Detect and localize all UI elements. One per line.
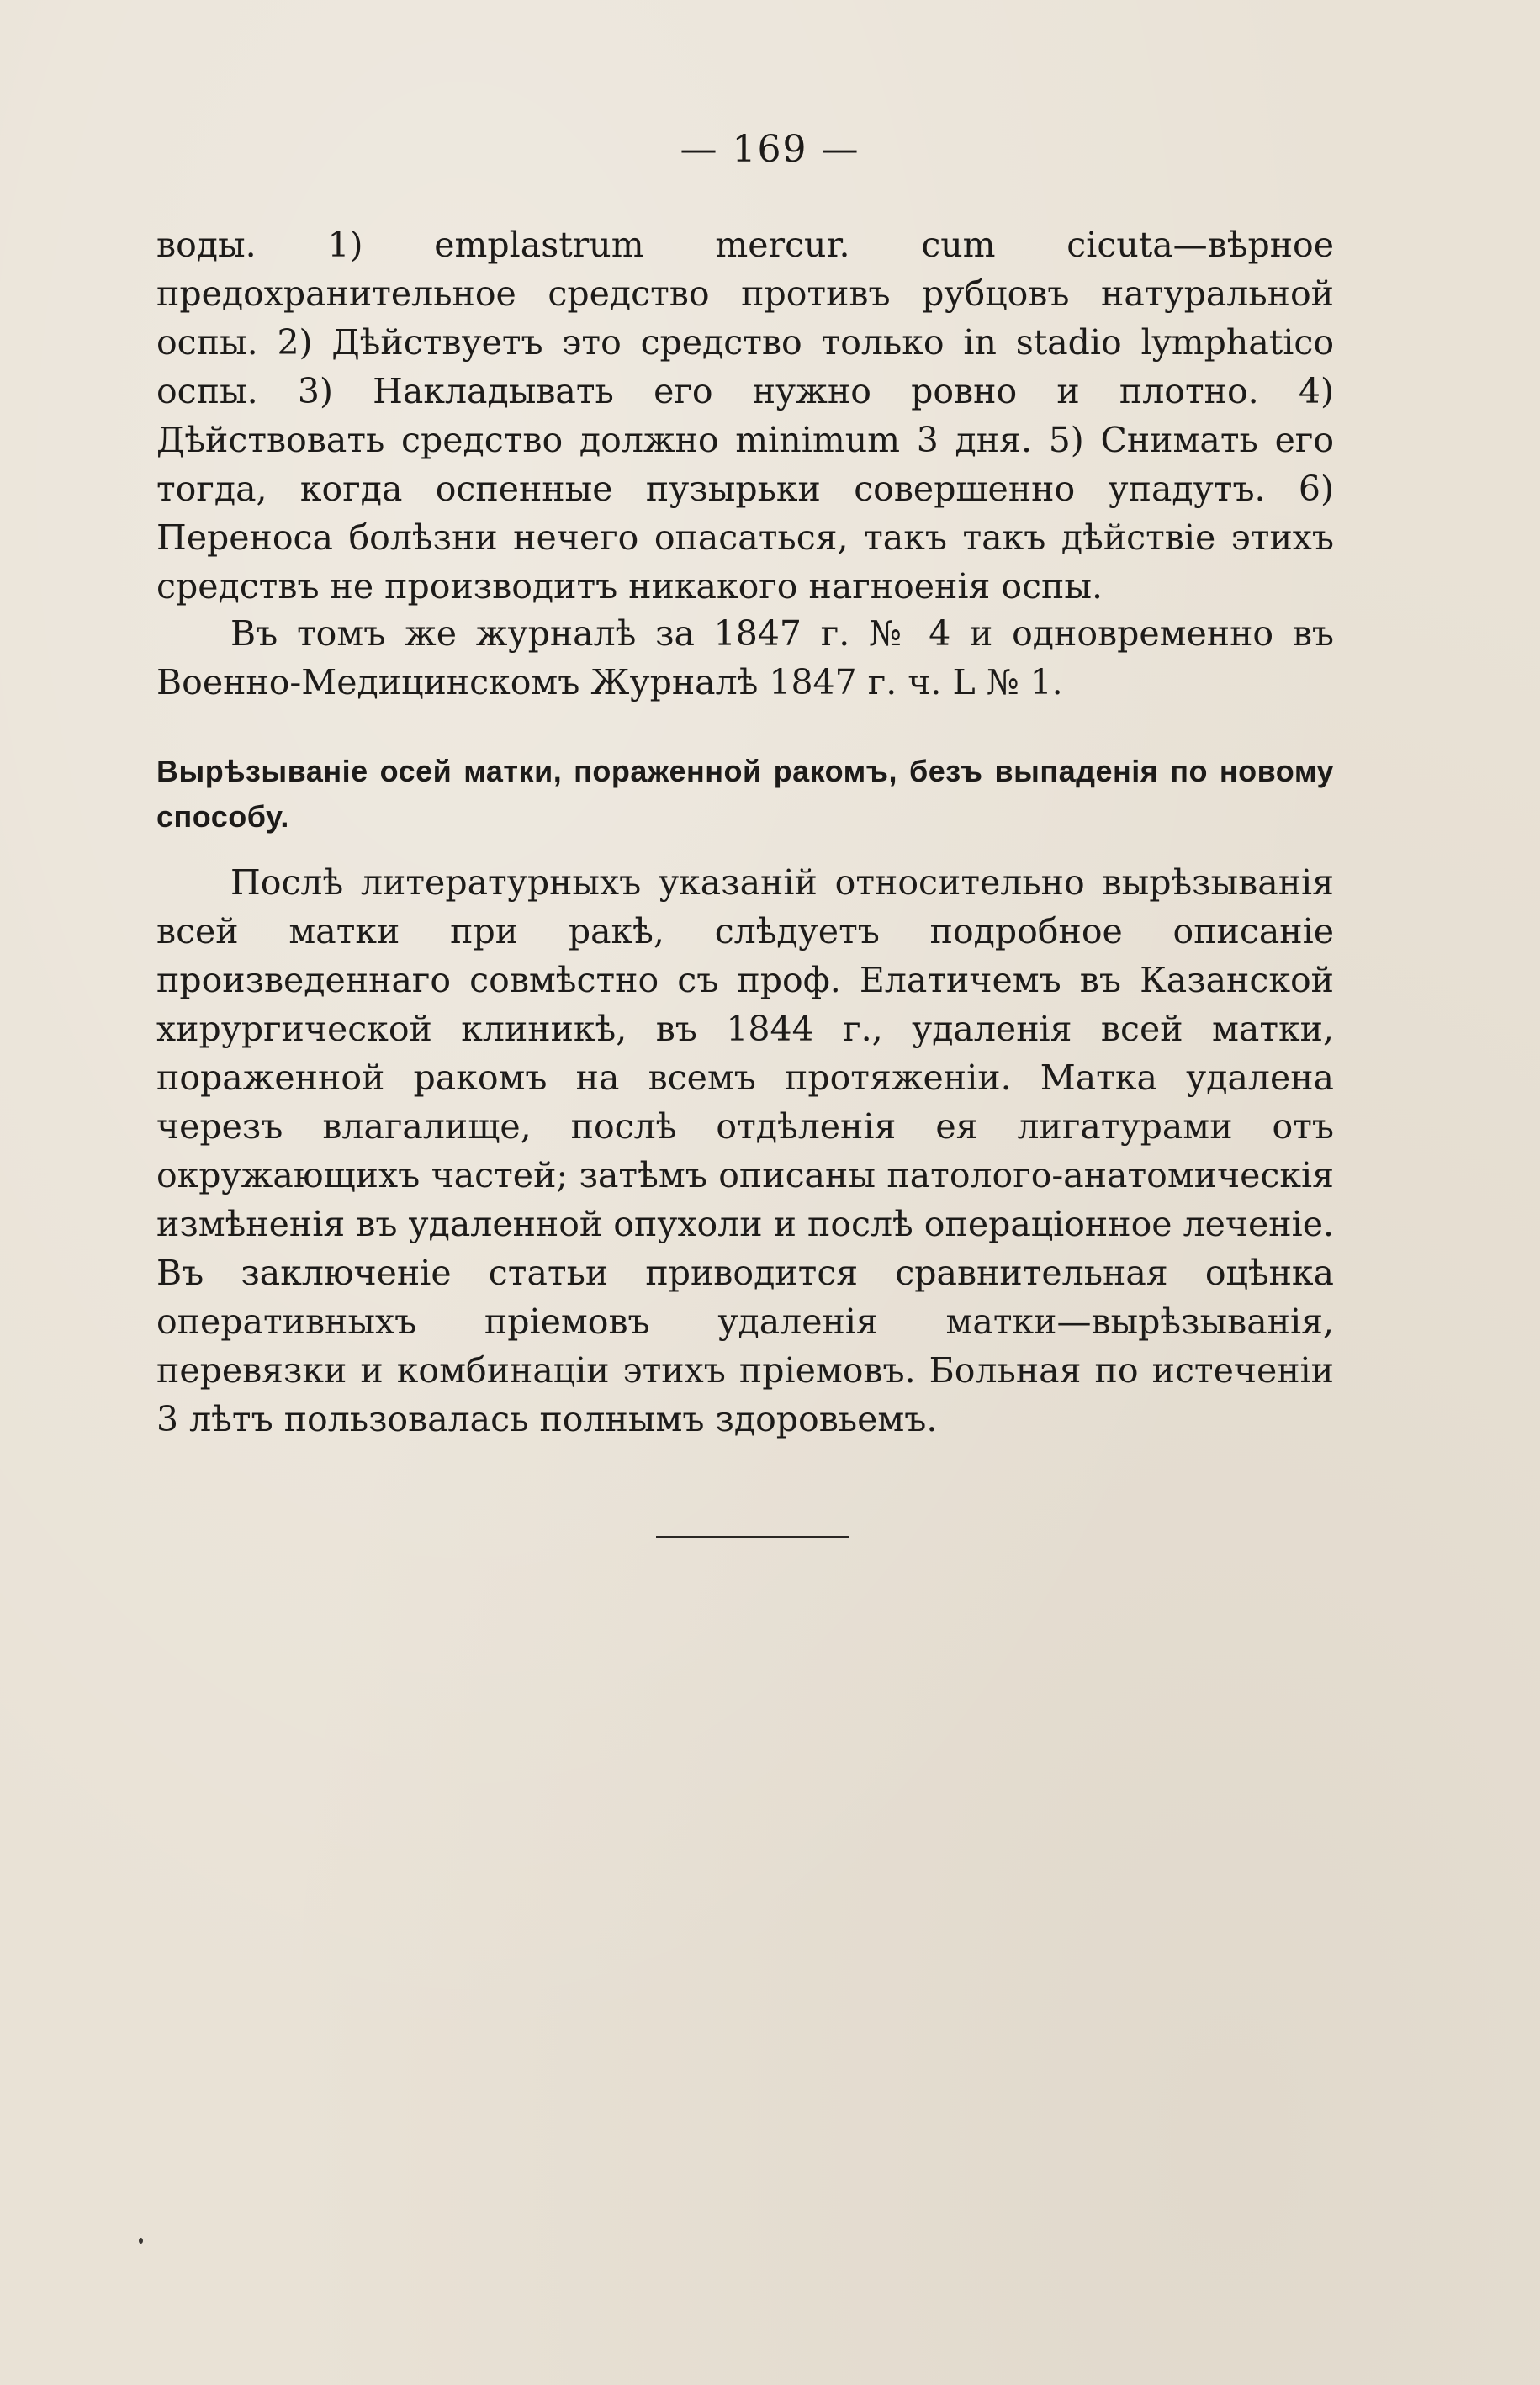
paper-speck (139, 2238, 143, 2244)
page-number: — 169 — (680, 128, 860, 171)
section-divider (656, 1536, 849, 1538)
paragraph-reference: Въ томъ же журналѣ за 1847 г. № 4 и одновременно въ Военно-Медицинскомъ Журналѣ 1847 г. ч. L № 1. (156, 613, 1334, 702)
paragraph-continuation: воды. 1) emplastrum mercur. cum cicuta—вѣрное предохранительное средство противъ рубцовъ натуральной оспы. 2) Дѣйствуетъ это средство только in stadio lymphatico оспы. 3) Накладывать его нужно ровно и плотно. 4) Дѣйствовать средство должно minimum 3 дня. 5) Снимать его тогда, когда оспенные пузырьки совершенно упадутъ. 6) Переноса болѣзни нечего опасаться, такъ такъ дѣйствіе этихъ средствъ не производитъ никакого нагноенія оспы. (156, 225, 1334, 607)
paragraph-main: Послѣ литературныхъ указаній относительно вырѣзыванія всей матки при ракѣ, слѣдуетъ подробное описаніе произведеннаго совмѣстно съ проф. Елатичемъ въ Казанской хирургической клиникѣ, въ 1844 г., удаленія всей матки, пораженной ракомъ на всемъ протяженіи. Матка удалена черезъ влагалище, послѣ отдѣленія ея лигатурами отъ окружающихъ частей; затѣмъ описаны патолого-анатомическія измѣненія въ удаленной опухоли и послѣ операціонное леченіе. Въ заключеніе статьи приводится сравнительная оцѣнка оперативныхъ пріемовъ удаленія матки—вырѣзыванія, перевязки и комбинаціи этихъ пріемовъ. Больная по истеченіи 3 лѣтъ пользовалась полнымъ здоровьемъ. (156, 862, 1334, 1439)
section-heading: Вырѣзываніе осей матки, пораженной ракомъ, безъ выпаденія по новому способу. (156, 754, 1334, 834)
